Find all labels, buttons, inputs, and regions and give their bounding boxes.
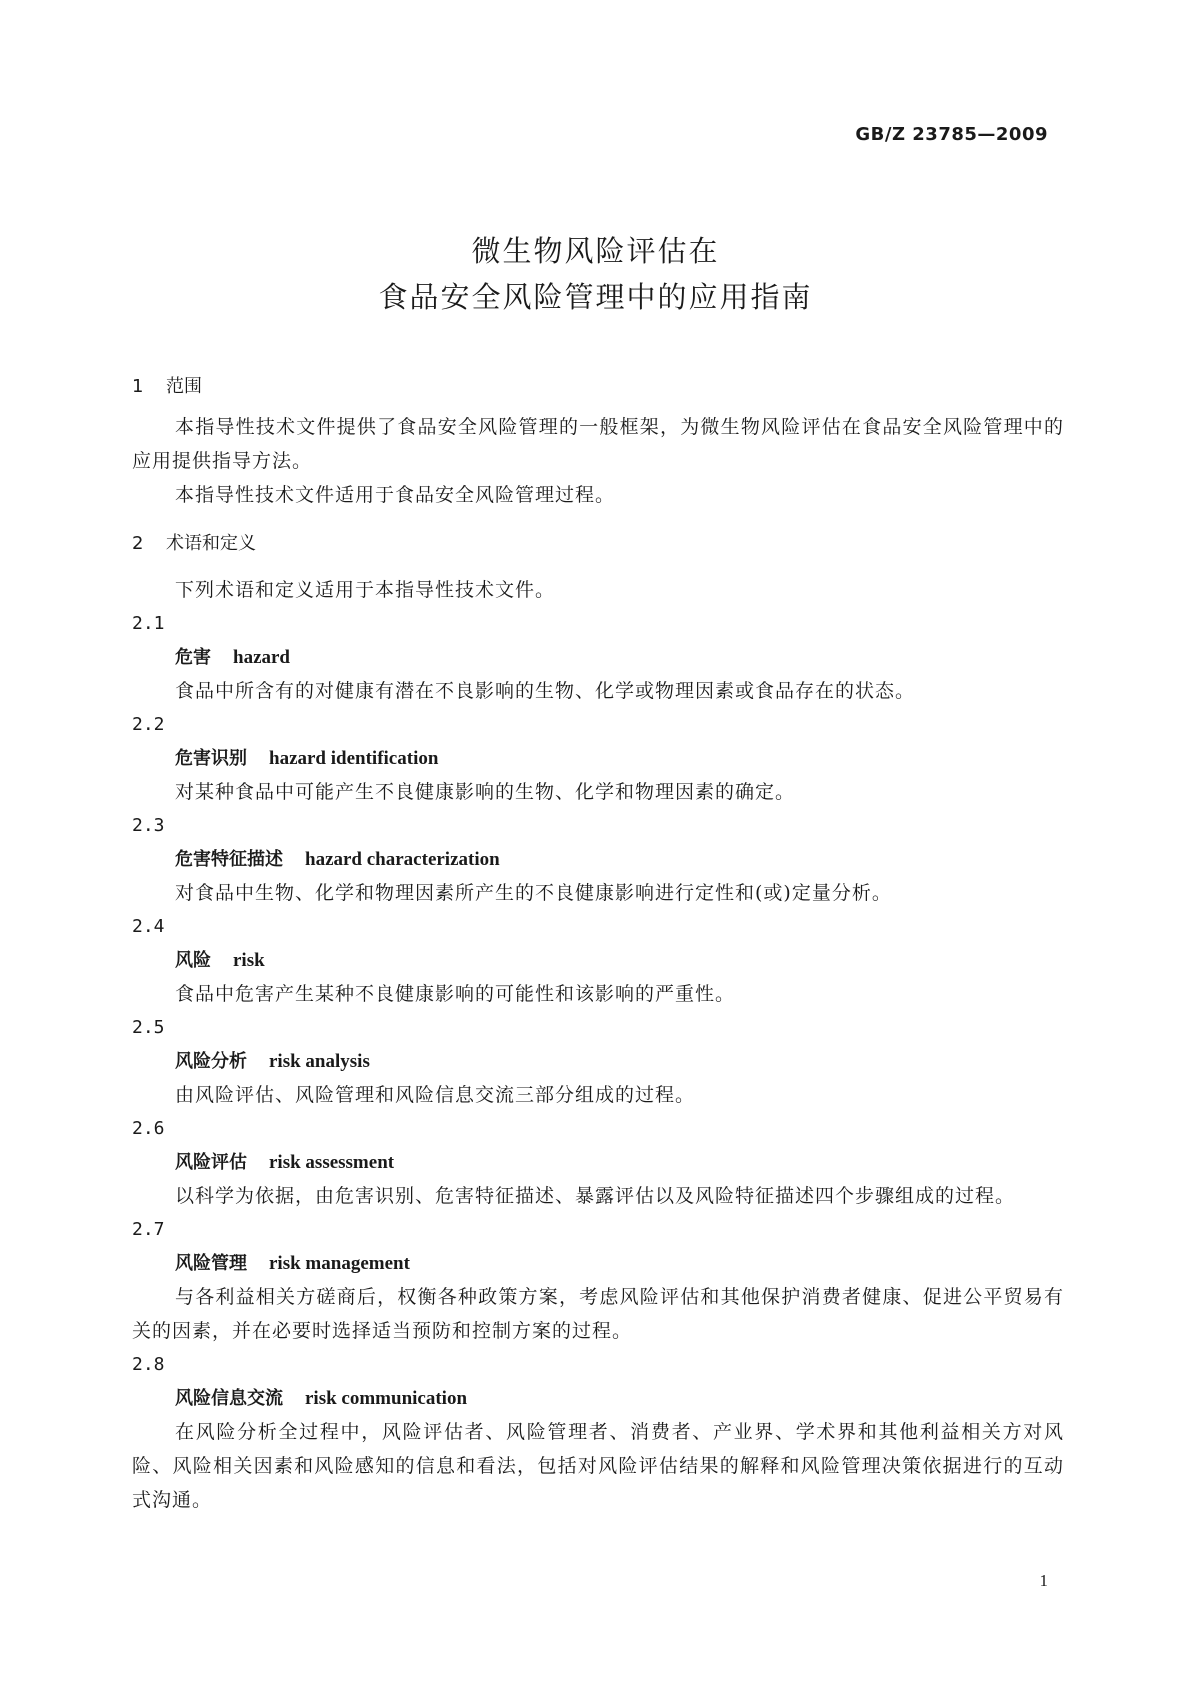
term-english: risk communication [305, 1388, 468, 1409]
section-title: 范围 [166, 376, 202, 397]
term-number: 2.7 [132, 1219, 165, 1240]
term-number: 2.8 [132, 1354, 165, 1375]
section-number: 1 [132, 376, 144, 397]
term-heading [132, 1246, 1064, 1280]
term-number: 2.1 [132, 613, 165, 634]
term-definition: 与各利益相关方磋商后，权衡各种政策方案，考虑风险评估和其他保护消费者健康、促进公平贸易有关的因素，并在必要时选择适当预防和控制方案的过程。 [132, 1286, 1064, 1342]
term-english: risk management [269, 1253, 410, 1274]
term-heading [132, 1381, 1064, 1415]
standard-code: GB/Z 23785—2009 [855, 124, 1048, 145]
page-number: 1 [1039, 1571, 1048, 1590]
term-number: 2.2 [132, 714, 165, 735]
document-body [132, 370, 1064, 1517]
term-definition: 对食品中生物、化学和物理因素所产生的不良健康影响进行定性和(或)定量分析。 [175, 882, 892, 904]
term-heading [132, 842, 1064, 876]
term-definition: 对某种食品中可能产生不良健康影响的生物、化学和物理因素的确定。 [175, 781, 796, 803]
section-number: 2 [132, 533, 144, 554]
term-english: risk [233, 950, 265, 971]
term-heading [132, 640, 1064, 674]
term-english: hazard characterization [305, 849, 500, 870]
term-english: risk assessment [269, 1152, 395, 1173]
term-definition: 食品中所含有的对健康有潜在不良影响的生物、化学或物理因素或食品存在的状态。 [175, 680, 916, 702]
term-definition: 在风险分析全过程中，风险评估者、风险管理者、消费者、产业界、学术界和其他利益相关方对风险、风险相关因素和风险感知的信息和看法，包括对风险评估结果的解释和风险管理决策依据进行的互动式沟通。 [132, 1421, 1064, 1511]
term-chinese: 风险信息交流 [175, 1388, 283, 1409]
scope-paragraph-2: 本指导性技术文件适用于食品安全风险管理过程。 [175, 484, 616, 506]
term-number: 2.4 [132, 916, 165, 937]
term-number: 2.5 [132, 1017, 165, 1038]
term-heading [132, 1044, 1064, 1078]
term-chinese: 危害特征描述 [175, 849, 283, 870]
term-definition: 由风险评估、风险管理和风险信息交流三部分组成的过程。 [175, 1084, 696, 1106]
term-english: hazard identification [269, 748, 439, 769]
term-heading [132, 943, 1064, 977]
term-definition: 食品中危害产生某种不良健康影响的可能性和该影响的严重性。 [175, 983, 736, 1005]
term-chinese: 危害 [175, 647, 211, 668]
term-chinese: 风险分析 [175, 1051, 247, 1072]
term-english: risk analysis [269, 1051, 370, 1072]
section-heading-terms [132, 527, 1064, 561]
terms-intro: 下列术语和定义适用于本指导性技术文件。 [175, 579, 556, 601]
scope-paragraph-1: 本指导性技术文件提供了食品安全风险管理的一般框架，为微生物风险评估在食品安全风险管理中的应用提供指导方法。 [132, 416, 1064, 472]
title-line-2: 食品安全风险管理中的应用指南 [378, 280, 813, 314]
term-definition: 以科学为依据，由危害识别、危害特征描述、暴露评估以及风险特征描述四个步骤组成的过程。 [175, 1185, 1016, 1207]
document-title [0, 228, 1191, 320]
section-heading-scope [132, 370, 1064, 404]
term-chinese: 风险管理 [175, 1253, 247, 1274]
term-english: hazard [233, 647, 290, 668]
section-title: 术语和定义 [166, 533, 256, 554]
term-chinese: 危害识别 [175, 748, 247, 769]
term-chinese: 风险 [175, 950, 211, 971]
term-number: 2.6 [132, 1118, 165, 1139]
term-heading [132, 1145, 1064, 1179]
title-line-1: 微生物风险评估在 [471, 234, 720, 268]
term-heading [132, 741, 1064, 775]
term-chinese: 风险评估 [175, 1152, 247, 1173]
term-number: 2.3 [132, 815, 165, 836]
